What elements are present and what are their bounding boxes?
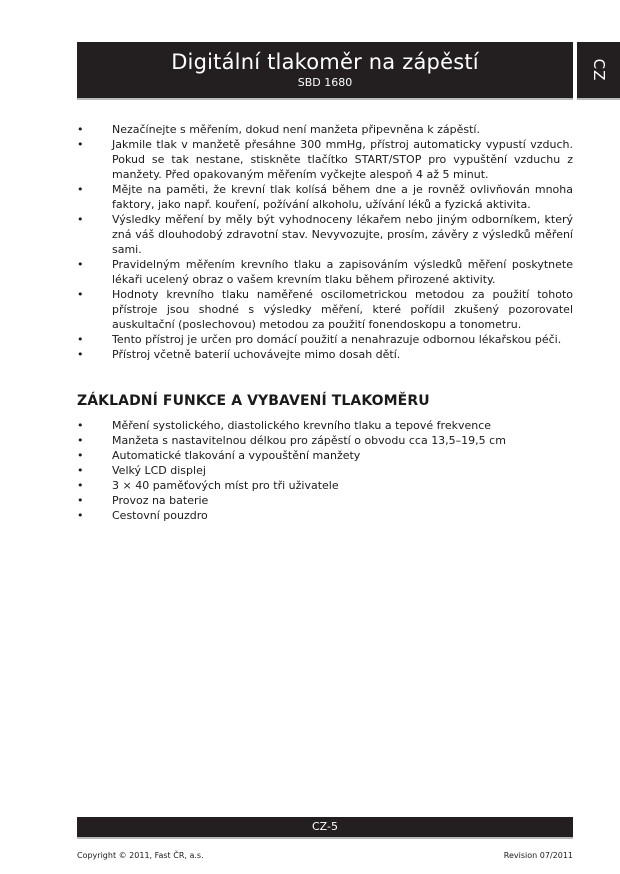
bullet-icon: • (77, 348, 84, 361)
list-item (77, 182, 573, 212)
footer-divider (77, 837, 573, 839)
document-header (77, 42, 573, 98)
page-number-bar (77, 817, 573, 837)
bullet-icon: • (77, 123, 84, 136)
bullet-icon: • (77, 258, 84, 271)
list-item (77, 478, 573, 493)
list-item-text: Nezačínejte s měřením, dokud není manžeta připevněna k zápěstí. (112, 123, 480, 136)
list-item-text: Pravidelným měřením krevního tlaku a zapisováním výsledků měření poskytnete lékaři ucelený obraz o vašem krevním tlaku během přirozené aktivity. (112, 258, 573, 286)
list-item-text: Manžeta s nastavitelnou délkou pro zápěstí o obvodu cca 13,5–19,5 cm (112, 434, 506, 447)
list-item (77, 493, 573, 508)
list-item (77, 433, 573, 448)
list-item (77, 287, 573, 332)
bullet-icon: • (77, 464, 84, 477)
features-list (77, 418, 573, 523)
list-item-text: Přístroj včetně baterií uchovávejte mimo dosah dětí. (112, 348, 401, 361)
bullet-icon: • (77, 449, 84, 462)
list-item-text: Měření systolického, diastolického krevního tlaku a tepové frekvence (112, 419, 492, 432)
list-item (77, 448, 573, 463)
list-item-text: Provoz na baterie (112, 494, 209, 507)
bullet-icon: • (77, 494, 84, 507)
list-item-text: Automatické tlakování a vypouštění manžety (112, 449, 361, 462)
bullet-icon: • (77, 333, 84, 346)
list-item (77, 463, 573, 478)
bullet-icon: • (77, 479, 84, 492)
bullet-icon: • (77, 419, 84, 432)
language-tab (577, 42, 620, 98)
language-tab-divider (577, 98, 620, 100)
list-item-text: Hodnoty krevního tlaku naměřené oscilometrickou metodou za použití tohoto přístroje jsou shodné s výsledky měření, které pořídil zkušený pozorovatel auskultační (poslechovou) metodou za použití fonendoskopu a tonometru. (112, 288, 573, 331)
list-item (77, 418, 573, 433)
list-item (77, 332, 573, 347)
header-divider (77, 98, 573, 100)
list-item-text: Cestovní pouzdro (112, 509, 208, 522)
bullet-icon: • (77, 183, 84, 196)
copyright-notice: Copyright © 2011, Fast ČR, a.s. (77, 851, 204, 860)
bullet-icon: • (77, 434, 84, 447)
document-title: Digitální tlakoměr na zápěstí (171, 50, 479, 74)
list-item-text: Mějte na paměti, že krevní tlak kolísá během dne a je rovněž ovlivňován mnoha faktory, jako např. kouření, požívání alkoholu, užívání léků a fyzická aktivita. (112, 183, 573, 211)
list-item (77, 508, 573, 523)
list-item (77, 347, 573, 362)
list-item (77, 257, 573, 287)
list-item (77, 122, 573, 137)
language-code: CZ (589, 58, 608, 82)
list-item-text: Výsledky měření by měly být vyhodnoceny lékařem nebo jiným odborníkem, který zná váš dlouhodobý zdravotní stav. Nevyvozujte, prosím, závěry z výsledků měření sami. (112, 213, 573, 256)
safety-notes-list (77, 122, 573, 362)
model-number: SBD 1680 (297, 76, 353, 89)
revision-label: Revision 07/2011 (503, 851, 573, 860)
list-item (77, 137, 573, 182)
section-heading: ZÁKLADNÍ FUNKCE A VYBAVENÍ TLAKOMĚRU (77, 393, 430, 409)
bullet-icon: • (77, 138, 84, 151)
page-number: CZ-5 (312, 820, 338, 833)
bullet-icon: • (77, 288, 84, 301)
list-item-text: Velký LCD displej (112, 464, 206, 477)
list-item-text: Tento přístroj je určen pro domácí použití a nenahrazuje odbornou lékařskou péči. (112, 333, 562, 346)
list-item-text: Jakmile tlak v manžetě přesáhne 300 mmHg, přístroj automaticky vypustí vzduch. Pokud se tak nestane, stiskněte tlačítko START/STOP pro vypuštění vzduchu z manžety. Před opakovaným měřením vyčkejte alespoň 4 až 5 minut. (112, 138, 573, 181)
bullet-icon: • (77, 509, 84, 522)
list-item (77, 212, 573, 257)
bullet-icon: • (77, 213, 84, 226)
list-item-text: 3 × 40 paměťových míst pro tři uživatele (112, 479, 339, 492)
